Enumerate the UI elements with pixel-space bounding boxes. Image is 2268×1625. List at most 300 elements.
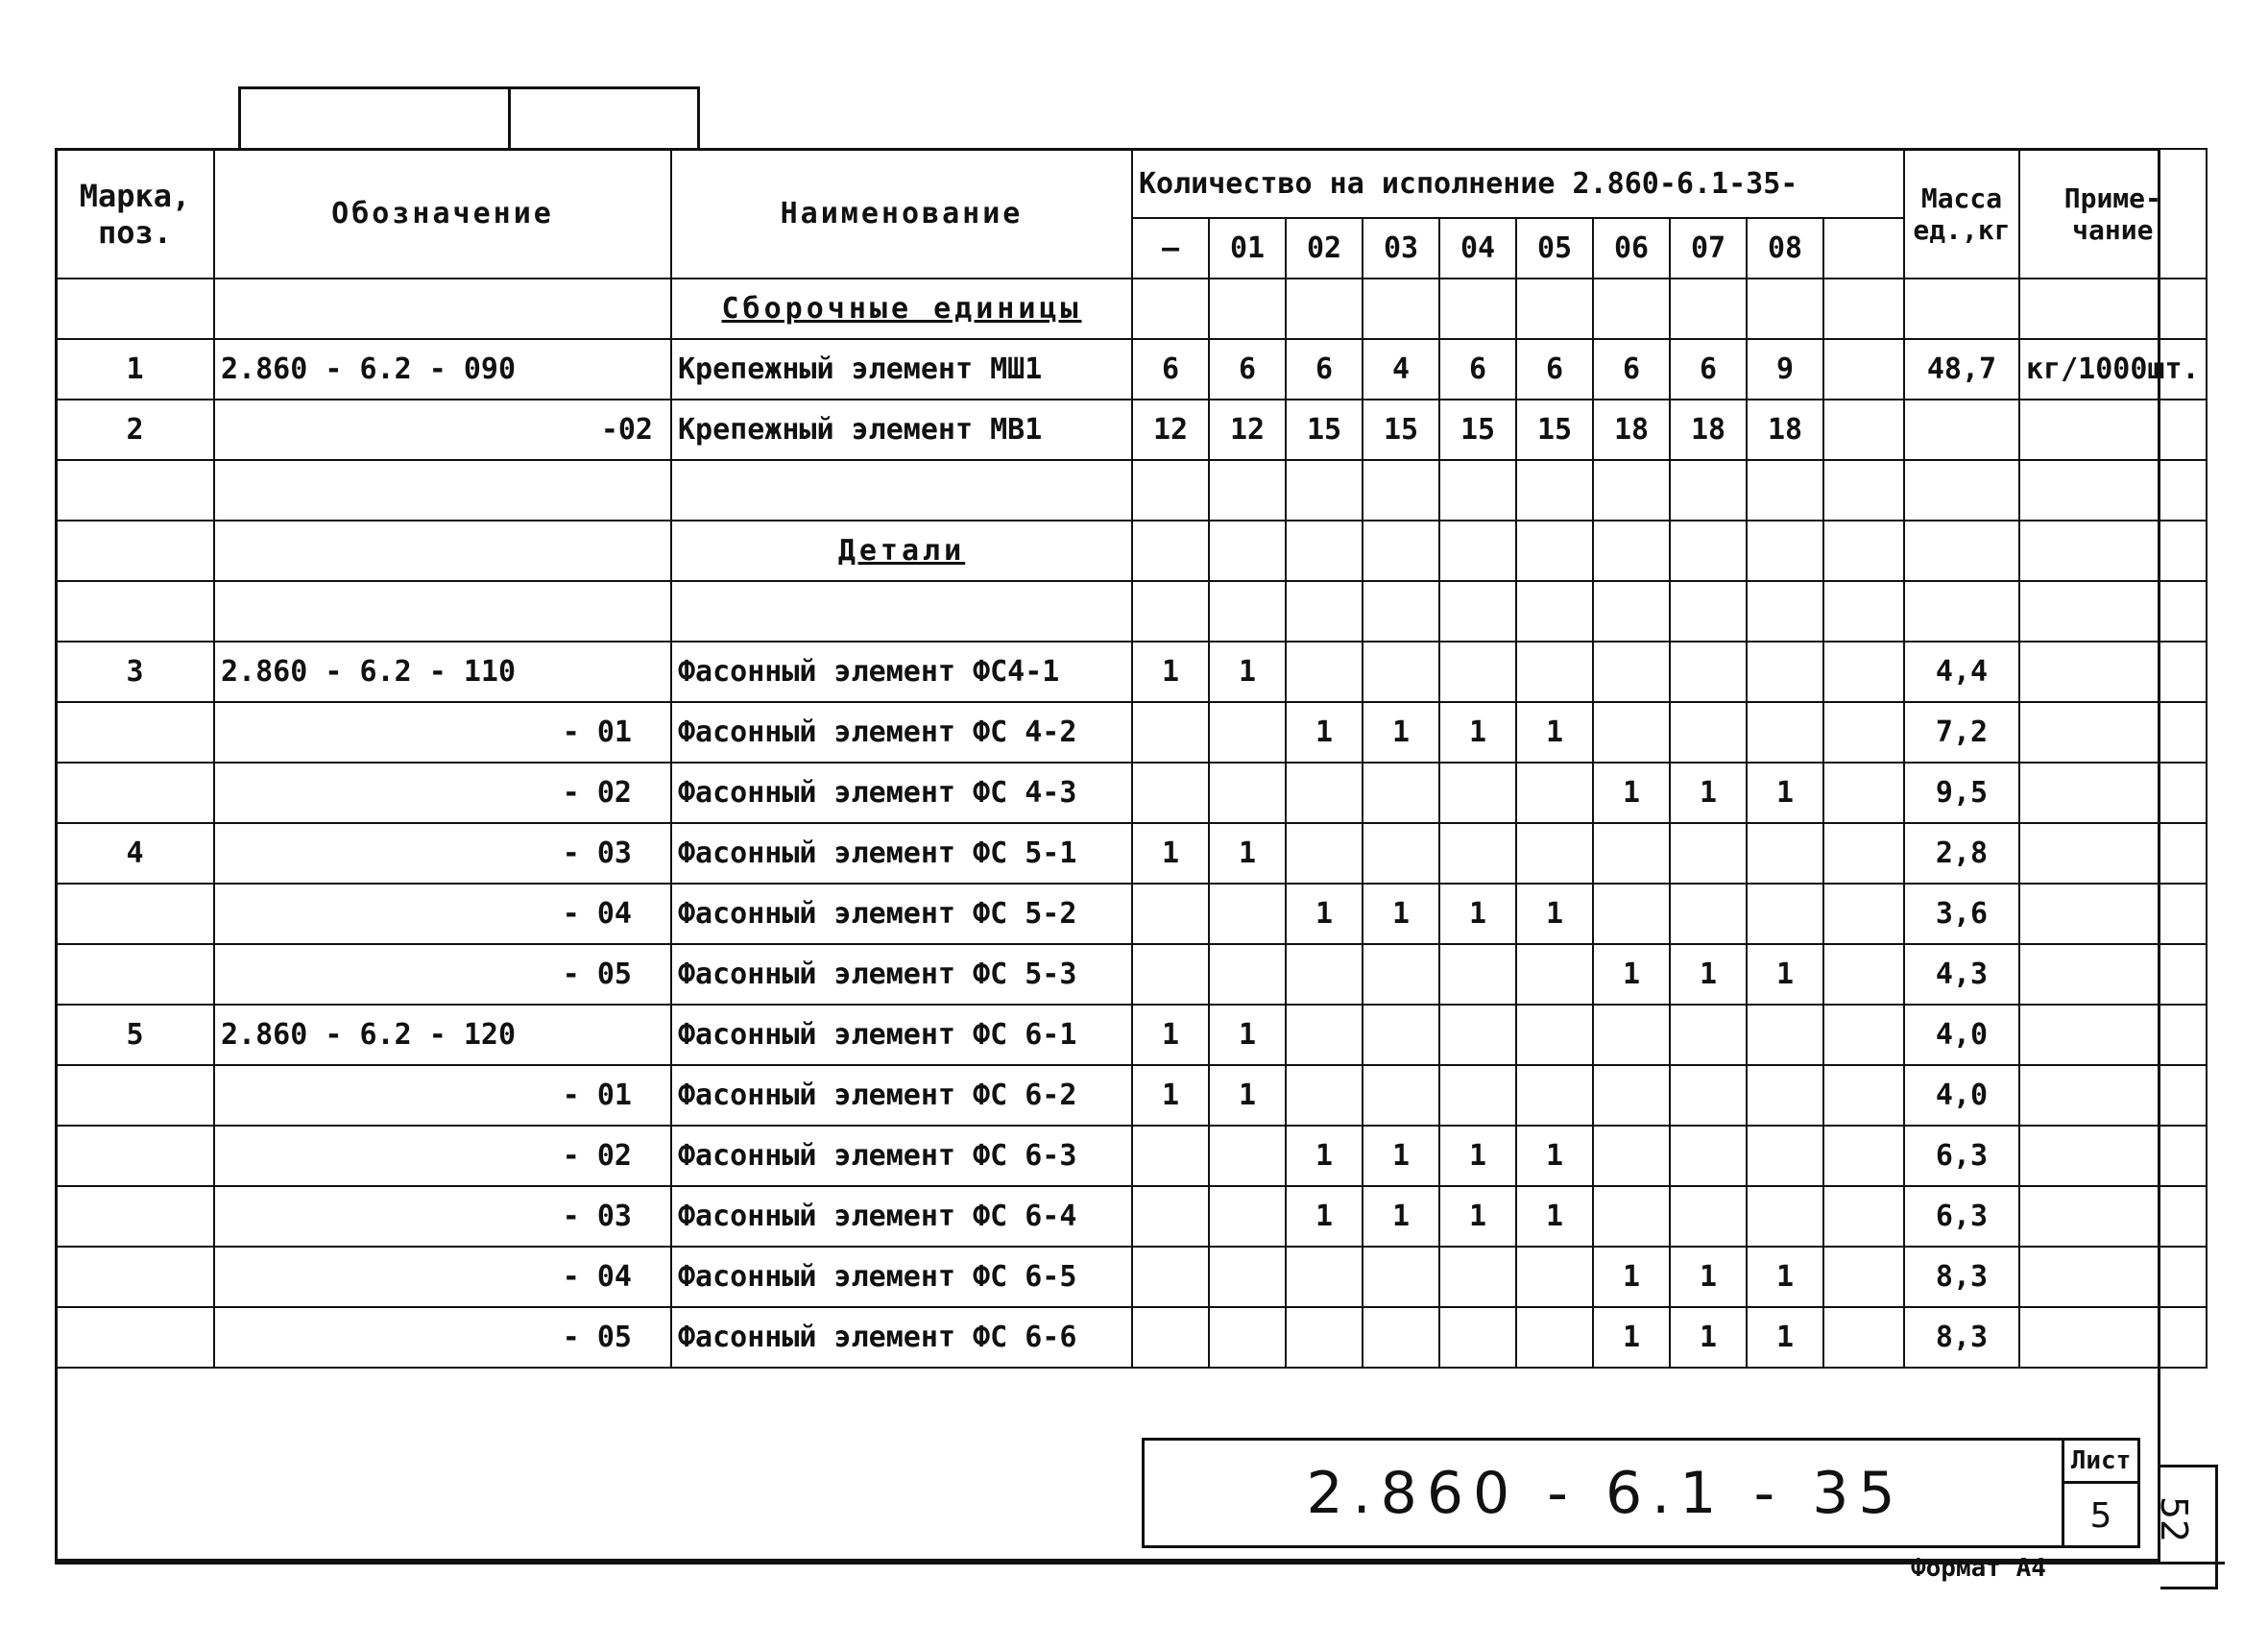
title-block <box>1142 1438 2140 1548</box>
table-row <box>56 702 2207 763</box>
blank-row <box>56 581 2207 642</box>
qty-cell <box>1439 1005 1516 1065</box>
qty-cell: 1 <box>1747 763 1823 823</box>
table-row <box>56 823 2207 884</box>
empty-cell <box>56 521 214 581</box>
empty-cell <box>1823 460 1904 521</box>
variant-header: 02 <box>1286 218 1363 279</box>
designation-cell: - 02 <box>214 763 671 823</box>
empty-cell <box>671 460 1132 521</box>
header-qty-title: Количество на исполнение 2.860-6.1-35- <box>1132 149 1904 218</box>
name-cell: Фасонный элемент ФС 6-5 <box>671 1247 1132 1307</box>
designation-cell: - 02 <box>214 1126 671 1186</box>
empty-cell <box>1747 521 1823 581</box>
empty-cell <box>1209 521 1286 581</box>
qty-cell: 15 <box>1286 400 1363 460</box>
qty-cell-empty <box>1823 1065 1904 1126</box>
qty-cell <box>1516 1247 1593 1307</box>
qty-cell <box>1363 823 1439 884</box>
qty-cell-empty <box>1823 400 1904 460</box>
qty-cell <box>1286 1005 1363 1065</box>
name-cell: Фасонный элемент ФС 6-6 <box>671 1307 1132 1368</box>
empty-cell <box>1593 460 1670 521</box>
mark-cell: 5 <box>56 1005 214 1065</box>
empty-cell <box>1823 521 1904 581</box>
qty-cell <box>1439 642 1516 702</box>
empty-cell <box>1516 521 1593 581</box>
mass-cell: 8,3 <box>1904 1247 2019 1307</box>
mark-cell: 4 <box>56 823 214 884</box>
qty-cell: 12 <box>1132 400 1209 460</box>
qty-cell <box>1670 1186 1747 1247</box>
empty-cell <box>2019 460 2207 521</box>
mark-cell <box>56 763 214 823</box>
qty-cell-empty <box>1823 339 1904 400</box>
qty-cell: 1 <box>1516 702 1593 763</box>
mass-cell: 48,7 <box>1904 339 2019 400</box>
table-row <box>56 763 2207 823</box>
qty-cell <box>1747 1005 1823 1065</box>
specification-table <box>55 148 2208 1369</box>
qty-cell: 1 <box>1363 1126 1439 1186</box>
section-title-details: Детали <box>671 521 1132 581</box>
designation-cell: - 01 <box>214 1065 671 1126</box>
table-row <box>56 339 2207 400</box>
note-cell <box>2019 1307 2207 1368</box>
name-cell: Крепежный элемент МШ1 <box>671 339 1132 400</box>
note-cell <box>2019 400 2207 460</box>
mass-cell: 4,0 <box>1904 1005 2019 1065</box>
designation-cell: - 04 <box>214 1247 671 1307</box>
qty-cell <box>1593 1186 1670 1247</box>
note-cell <box>2019 1065 2207 1126</box>
mark-cell: 3 <box>56 642 214 702</box>
qty-cell: 9 <box>1747 339 1823 400</box>
empty-cell <box>1904 460 2019 521</box>
qty-cell: 18 <box>1670 400 1747 460</box>
mark-cell <box>56 1186 214 1247</box>
mark-cell <box>56 944 214 1005</box>
qty-cell: 1 <box>1209 823 1286 884</box>
qty-cell <box>1593 823 1670 884</box>
empty-cell <box>1593 581 1670 642</box>
empty-cell <box>1132 460 1209 521</box>
empty-cell <box>214 460 671 521</box>
empty-cell <box>56 581 214 642</box>
qty-cell <box>1747 1126 1823 1186</box>
mass-cell: 6,3 <box>1904 1126 2019 1186</box>
qty-cell <box>1286 1247 1363 1307</box>
qty-cell <box>1747 823 1823 884</box>
note-cell <box>2019 1247 2207 1307</box>
qty-cell <box>1132 1307 1209 1368</box>
designation-cell: - 03 <box>214 1186 671 1247</box>
name-cell: Фасонный элемент ФС 5-1 <box>671 823 1132 884</box>
qty-cell: 15 <box>1516 400 1593 460</box>
variant-header: — <box>1132 218 1209 279</box>
qty-cell <box>1747 702 1823 763</box>
qty-cell <box>1439 1307 1516 1368</box>
qty-cell-empty <box>1823 1247 1904 1307</box>
qty-cell <box>1286 1065 1363 1126</box>
qty-cell <box>1209 1247 1286 1307</box>
qty-cell <box>1363 1005 1439 1065</box>
empty-cell <box>214 521 671 581</box>
qty-cell <box>1363 763 1439 823</box>
qty-cell: 6 <box>1132 339 1209 400</box>
qty-cell <box>1593 1065 1670 1126</box>
table-row <box>56 1307 2207 1368</box>
qty-cell <box>1132 884 1209 944</box>
name-cell: Фасонный элемент ФС 5-2 <box>671 884 1132 944</box>
mass-cell <box>1904 400 2019 460</box>
note-cell <box>2019 642 2207 702</box>
qty-cell-empty <box>1823 944 1904 1005</box>
mark-cell <box>56 884 214 944</box>
qty-cell: 18 <box>1593 400 1670 460</box>
mass-cell: 2,8 <box>1904 823 2019 884</box>
empty-cell <box>1132 521 1209 581</box>
qty-cell <box>1670 702 1747 763</box>
qty-cell: 1 <box>1747 1247 1823 1307</box>
qty-cell: 15 <box>1363 400 1439 460</box>
qty-cell: 1 <box>1132 1065 1209 1126</box>
qty-cell <box>1593 1126 1670 1186</box>
qty-cell <box>1363 1247 1439 1307</box>
empty-cell <box>1747 581 1823 642</box>
note-cell <box>2019 823 2207 884</box>
table-row <box>56 944 2207 1005</box>
qty-cell <box>1209 702 1286 763</box>
variant-header-empty <box>1823 218 1904 279</box>
qty-cell <box>1670 884 1747 944</box>
document-code: 2.860 - 6.1 - 35 <box>1306 1459 1905 1527</box>
qty-cell <box>1286 823 1363 884</box>
qty-cell: 1 <box>1747 1307 1823 1368</box>
note-cell <box>2019 1005 2207 1065</box>
qty-cell <box>1670 823 1747 884</box>
note-cell <box>2019 1126 2207 1186</box>
sheet-number: 5 <box>2062 1484 2137 1548</box>
empty-cell <box>1209 581 1286 642</box>
qty-cell-empty <box>1823 1005 1904 1065</box>
qty-cell-empty <box>1823 1186 1904 1247</box>
mass-cell: 3,6 <box>1904 884 2019 944</box>
qty-cell: 1 <box>1439 1126 1516 1186</box>
qty-cell-empty <box>1823 702 1904 763</box>
qty-cell: 1 <box>1132 823 1209 884</box>
empty-cell <box>1286 581 1363 642</box>
empty-cell <box>1286 460 1363 521</box>
qty-cell <box>1593 1005 1670 1065</box>
empty-cell <box>1904 521 2019 581</box>
blank-row <box>56 460 2207 521</box>
qty-cell: 1 <box>1209 642 1286 702</box>
variant-header: 06 <box>1593 218 1670 279</box>
qty-cell <box>1516 763 1593 823</box>
empty-cell <box>1593 521 1670 581</box>
designation-cell: - 05 <box>214 1307 671 1368</box>
name-cell: Фасонный элемент ФС 4-2 <box>671 702 1132 763</box>
qty-cell <box>1439 1065 1516 1126</box>
qty-cell <box>1516 944 1593 1005</box>
qty-cell <box>1363 1065 1439 1126</box>
qty-cell <box>1132 763 1209 823</box>
qty-cell <box>1516 823 1593 884</box>
qty-cell-empty <box>1823 823 1904 884</box>
qty-cell: 1 <box>1439 702 1516 763</box>
qty-cell <box>1670 1065 1747 1126</box>
qty-cell: 1 <box>1286 884 1363 944</box>
designation-cell: - 05 <box>214 944 671 1005</box>
empty-cell <box>1516 460 1593 521</box>
qty-cell: 1 <box>1593 763 1670 823</box>
empty-cell <box>1132 581 1209 642</box>
mass-cell: 8,3 <box>1904 1307 2019 1368</box>
note-cell <box>2019 944 2207 1005</box>
name-cell: Фасонный элемент ФС 6-4 <box>671 1186 1132 1247</box>
name-cell: Фасонный элемент ФС 4-3 <box>671 763 1132 823</box>
qty-cell <box>1747 884 1823 944</box>
mass-cell: 9,5 <box>1904 763 2019 823</box>
mass-cell: 4,3 <box>1904 944 2019 1005</box>
empty-cell <box>56 460 214 521</box>
table-row <box>56 400 2207 460</box>
empty-cell <box>671 581 1132 642</box>
qty-cell-empty <box>1823 763 1904 823</box>
qty-cell: 6 <box>1439 339 1516 400</box>
empty-cell <box>1439 521 1516 581</box>
table-row <box>56 1247 2207 1307</box>
name-cell: Крепежный элемент МВ1 <box>671 400 1132 460</box>
qty-cell-empty <box>1823 1126 1904 1186</box>
qty-cell: 1 <box>1670 1307 1747 1368</box>
qty-cell <box>1516 1005 1593 1065</box>
qty-cell <box>1209 944 1286 1005</box>
note-cell <box>2019 763 2207 823</box>
empty-cell <box>1439 460 1516 521</box>
note-cell: кг/1000шт. <box>2019 339 2207 400</box>
section-row-details <box>56 521 2207 581</box>
top-stub-box-2 <box>508 86 700 148</box>
mass-cell: 4,0 <box>1904 1065 2019 1126</box>
empty-cell <box>1209 460 1286 521</box>
qty-cell: 1 <box>1439 1186 1516 1247</box>
qty-cell <box>1593 642 1670 702</box>
name-cell: Фасонный элемент ФС 6-1 <box>671 1005 1132 1065</box>
empty-cell <box>1747 460 1823 521</box>
qty-cell-empty <box>1823 1307 1904 1368</box>
mass-cell: 7,2 <box>1904 702 2019 763</box>
variant-header: 08 <box>1747 218 1823 279</box>
qty-cell <box>1132 1247 1209 1307</box>
header-note: Приме- чание <box>2019 149 2207 279</box>
mark-cell <box>56 1307 214 1368</box>
qty-cell <box>1209 763 1286 823</box>
empty-cell <box>1286 521 1363 581</box>
qty-cell <box>1132 944 1209 1005</box>
qty-cell <box>1439 944 1516 1005</box>
designation-cell: - 01 <box>214 702 671 763</box>
qty-cell: 1 <box>1439 884 1516 944</box>
variant-header: 01 <box>1209 218 1286 279</box>
qty-cell <box>1209 1126 1286 1186</box>
qty-cell <box>1363 1307 1439 1368</box>
qty-cell: 15 <box>1439 400 1516 460</box>
qty-cell <box>1670 1005 1747 1065</box>
empty-cell <box>1363 581 1439 642</box>
designation-cell: 2.860 - 6.2 - 120 <box>214 1005 671 1065</box>
note-cell <box>2019 702 2207 763</box>
qty-cell <box>1747 1065 1823 1126</box>
qty-cell <box>1747 642 1823 702</box>
designation-cell: 2.860 - 6.2 - 090 <box>214 339 671 400</box>
section-title-assembly: Сборочные единицы <box>671 279 1132 339</box>
qty-cell: 1 <box>1363 702 1439 763</box>
qty-cell <box>1747 1186 1823 1247</box>
qty-cell <box>1516 1307 1593 1368</box>
table-row <box>56 1065 2207 1126</box>
qty-cell: 1 <box>1516 1126 1593 1186</box>
qty-cell <box>1132 1126 1209 1186</box>
qty-cell <box>1670 1126 1747 1186</box>
qty-cell <box>1593 884 1670 944</box>
variant-header: 07 <box>1670 218 1747 279</box>
qty-cell: 1 <box>1747 944 1823 1005</box>
qty-cell: 1 <box>1209 1005 1286 1065</box>
qty-cell: 1 <box>1363 884 1439 944</box>
qty-cell: 4 <box>1363 339 1439 400</box>
empty-cell <box>1670 581 1747 642</box>
empty-cell <box>1516 581 1593 642</box>
top-stub-box-1 <box>238 86 511 148</box>
bottom-rule <box>55 1562 2225 1564</box>
empty-cell <box>1670 521 1747 581</box>
mark-cell <box>56 1126 214 1186</box>
qty-cell <box>1363 642 1439 702</box>
section-row-assembly <box>56 279 2207 339</box>
qty-cell: 1 <box>1593 1247 1670 1307</box>
empty-cell <box>1670 460 1747 521</box>
name-cell: Фасонный элемент ФС 5-3 <box>671 944 1132 1005</box>
empty-cell <box>1363 460 1439 521</box>
qty-cell-empty <box>1823 642 1904 702</box>
qty-cell: 6 <box>1516 339 1593 400</box>
empty-cell <box>1823 581 1904 642</box>
qty-cell: 1 <box>1132 642 1209 702</box>
header-designation: Обозначение <box>214 149 671 279</box>
qty-cell: 6 <box>1286 339 1363 400</box>
empty-cell <box>1904 581 2019 642</box>
empty-cell <box>2019 521 2207 581</box>
designation-cell: -02 <box>214 400 671 460</box>
format-label: Формат А4 <box>1911 1554 2046 1583</box>
header-mass: Масса ед.,кг <box>1904 149 2019 279</box>
mark-cell <box>56 1065 214 1126</box>
note-cell <box>2019 884 2207 944</box>
qty-cell <box>1286 944 1363 1005</box>
mark-cell <box>56 702 214 763</box>
qty-cell <box>1286 642 1363 702</box>
qty-cell: 1 <box>1516 1186 1593 1247</box>
qty-cell: 1 <box>1286 1126 1363 1186</box>
qty-cell <box>1209 884 1286 944</box>
qty-cell <box>1439 823 1516 884</box>
qty-cell <box>1132 1186 1209 1247</box>
header-name: Наименование <box>671 149 1132 279</box>
qty-cell: 1 <box>1593 944 1670 1005</box>
table-row <box>56 1126 2207 1186</box>
header-mark: Марка, поз. <box>56 149 214 279</box>
note-cell <box>2019 1186 2207 1247</box>
qty-cell <box>1363 944 1439 1005</box>
qty-cell <box>1286 763 1363 823</box>
page-number: 52 <box>2153 1495 2196 1543</box>
qty-cell <box>1286 1307 1363 1368</box>
name-cell: Фасонный элемент ФС4-1 <box>671 642 1132 702</box>
mass-cell: 6,3 <box>1904 1186 2019 1247</box>
qty-cell: 1 <box>1363 1186 1439 1247</box>
variant-header: 05 <box>1516 218 1593 279</box>
qty-cell <box>1670 642 1747 702</box>
name-cell: Фасонный элемент ФС 6-2 <box>671 1065 1132 1126</box>
table-row <box>56 884 2207 944</box>
qty-cell: 1 <box>1286 702 1363 763</box>
qty-cell: 1 <box>1516 884 1593 944</box>
qty-cell: 1 <box>1286 1186 1363 1247</box>
qty-cell: 1 <box>1670 763 1747 823</box>
qty-cell <box>1516 642 1593 702</box>
mark-cell: 1 <box>56 339 214 400</box>
qty-cell-empty <box>1823 884 1904 944</box>
empty-cell <box>1363 521 1439 581</box>
qty-cell: 6 <box>1593 339 1670 400</box>
mass-cell: 4,4 <box>1904 642 2019 702</box>
designation-cell: - 04 <box>214 884 671 944</box>
qty-cell: 18 <box>1747 400 1823 460</box>
qty-cell: 1 <box>1209 1065 1286 1126</box>
qty-cell: 1 <box>1593 1307 1670 1368</box>
mark-cell <box>56 1247 214 1307</box>
empty-cell <box>2019 581 2207 642</box>
name-cell: Фасонный элемент ФС 6-3 <box>671 1126 1132 1186</box>
table-row <box>56 642 2207 702</box>
table-row <box>56 1186 2207 1247</box>
qty-cell <box>1209 1186 1286 1247</box>
mark-cell: 2 <box>56 400 214 460</box>
qty-cell: 1 <box>1132 1005 1209 1065</box>
qty-cell <box>1132 702 1209 763</box>
empty-cell <box>214 581 671 642</box>
qty-cell: 6 <box>1670 339 1747 400</box>
qty-cell <box>1593 702 1670 763</box>
qty-cell: 1 <box>1670 944 1747 1005</box>
qty-cell <box>1209 1307 1286 1368</box>
designation-cell: - 03 <box>214 823 671 884</box>
qty-cell <box>1439 1247 1516 1307</box>
qty-cell: 1 <box>1670 1247 1747 1307</box>
empty-cell <box>1439 581 1516 642</box>
qty-cell <box>1439 763 1516 823</box>
table-row <box>56 1005 2207 1065</box>
qty-cell: 12 <box>1209 400 1286 460</box>
qty-cell <box>1516 1065 1593 1126</box>
qty-cell: 6 <box>1209 339 1286 400</box>
variant-header: 03 <box>1363 218 1439 279</box>
variant-header: 04 <box>1439 218 1516 279</box>
sheet-label: Лист <box>2062 1441 2137 1484</box>
designation-cell: 2.860 - 6.2 - 110 <box>214 642 671 702</box>
